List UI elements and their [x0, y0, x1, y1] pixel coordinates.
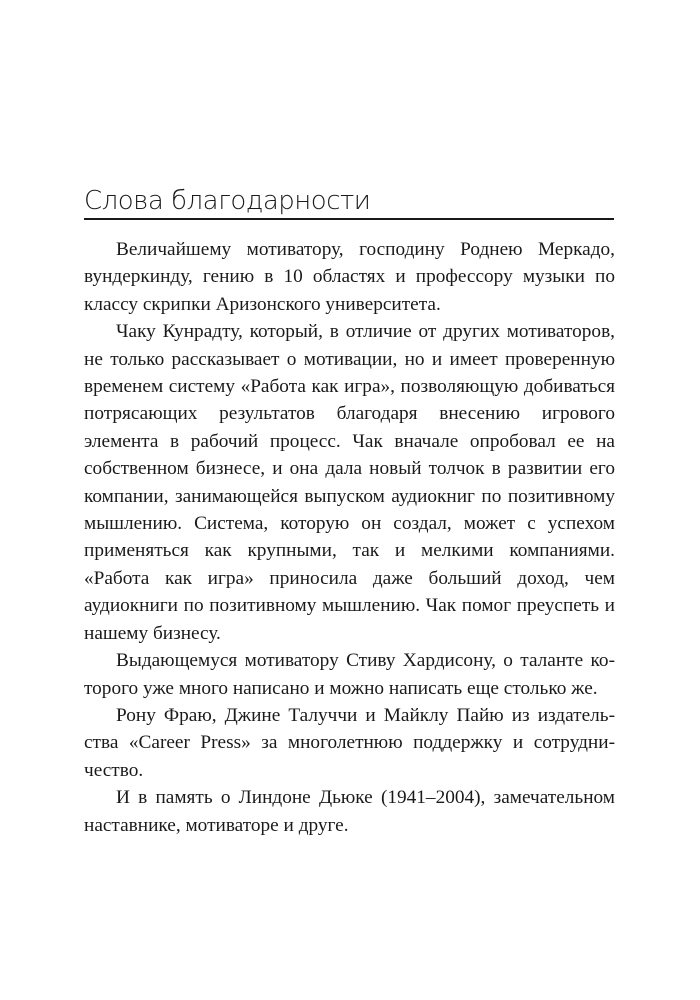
paragraph: Рону Фраю, Джине Талуччи и Майклу Пайю из издательства «Career Press» за многолетнюю поддержку и сотрудничество. [84, 704, 615, 781]
paragraph: И в память о Линдоне Дьюке (1941–2004), замечательном наставнике, мотиваторе и друге. [84, 787, 615, 836]
section-heading: Слова благодарности [84, 186, 614, 220]
paragraph: Величайшему мотиватору, господину Роднею Меркадо, вундеркинду, гению в 10 областях и профессору музыки по классу скрипки Аризонского университета. [84, 239, 615, 315]
paragraph: Чаку Кунрадту, который, в отличие от других мотиваторов, не только рассказывает о мотивации, но и имеет проверенную временем систему «Работа как игра», позволяющую добиваться потрясающих результатов благодаря внесению игрового элемента в рабочий процесс. Чак вначале опробовал ее на собственном бизнесе, и она дала новый толчок в развитии его компании, занимающейся выпуском аудиокниг по позитивному мышлению. Система, которую он создал, может с успехом применяться как крупными, так и мелкими компаниями. «Работа как игра» приносила даже больший доход, чем аудиокниги по позитивному мышлению. Чак помог преуспеть и нашему бизнесу. [84, 321, 615, 644]
acknowledgements-text [84, 236, 615, 839]
paragraph: Выдающемуся мотиватору Стиву Хардисону, о таланте которого уже много написано и можно написать еще столько же. [84, 650, 615, 699]
